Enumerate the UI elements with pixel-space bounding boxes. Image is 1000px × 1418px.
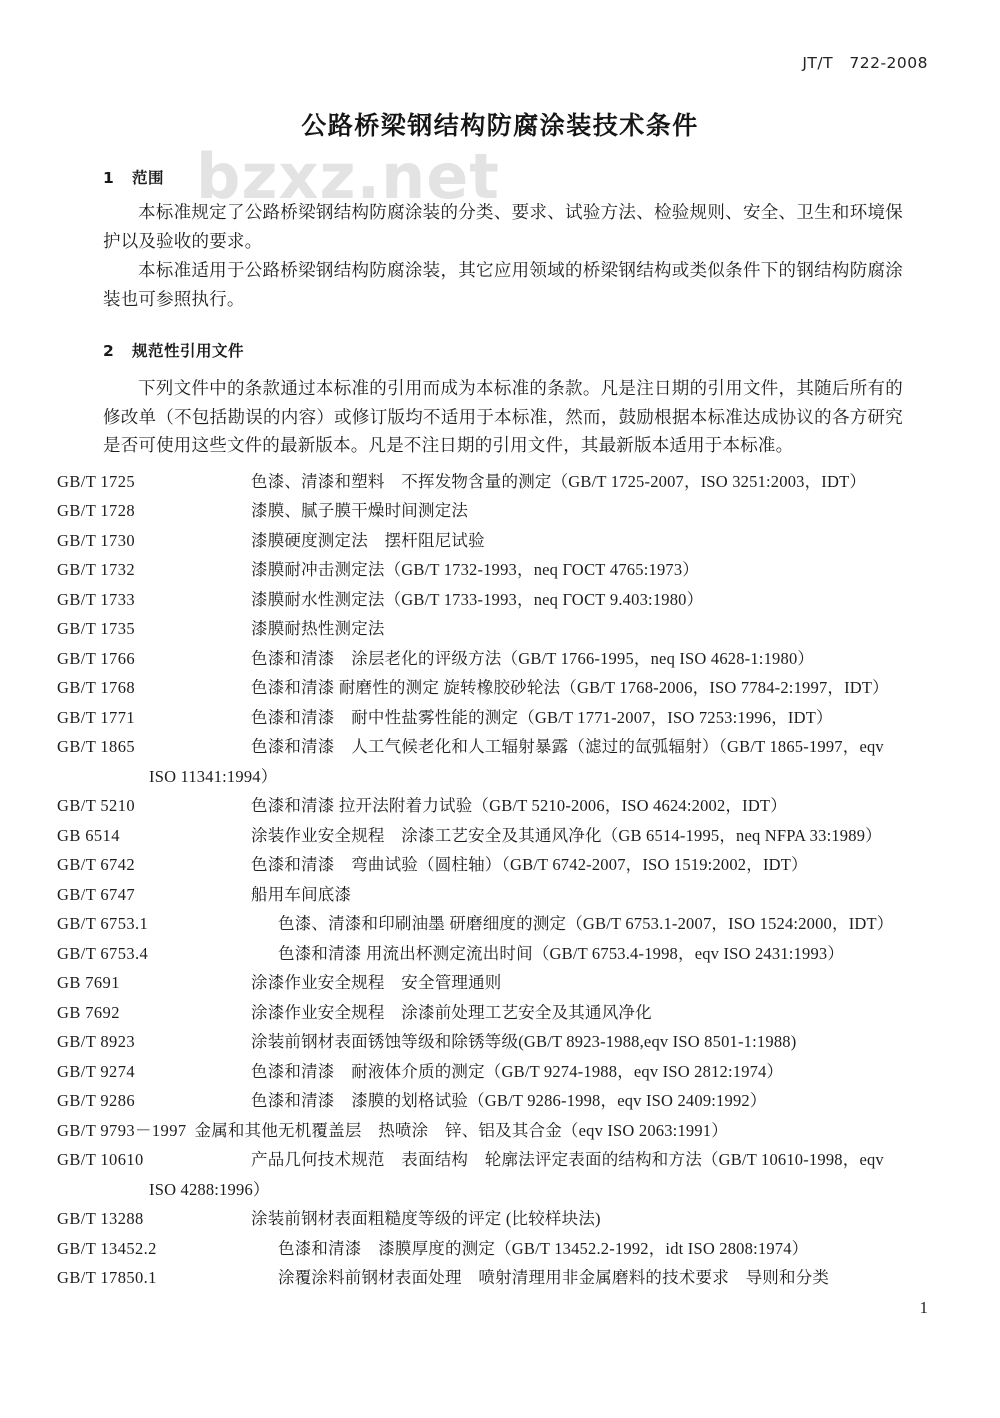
standard-code: GB/T 1730 (57, 530, 136, 550)
standard-entry (57, 1116, 903, 1146)
standard-entry (57, 526, 903, 556)
standard-code: GB/T 1865 (57, 737, 136, 756)
standard-code: GB/T 8923 (57, 1032, 136, 1051)
standard-code: GB/T 1732 (57, 560, 136, 579)
section-1-paragraph-2: 本标准适用于公路桥梁钢结构防腐涂装，其它应用领域的桥梁钢结构或类似条件下的钢结构防腐涂装也可参照执行。 (103, 260, 903, 309)
standard-code: GB/T 1733 (57, 589, 136, 609)
standard-code: GB/T 1728 (57, 501, 136, 520)
standard-title: 漆膜耐冲击测定法（GB/T 1732-1993，neq ГОСТ 4765:1973） (251, 560, 699, 579)
standard-code: GB/T 5210 (57, 796, 136, 815)
standard-title: 漆膜、腻子膜干燥时间测定法 (251, 501, 469, 520)
page-title: 公路桥梁钢结构防腐涂装技术条件 (301, 111, 699, 140)
document-body (57, 166, 903, 1293)
standard-entry (57, 732, 903, 791)
standard-title: 色漆和清漆 耐中性盐雾性能的测定（GB/T 1771-2007，ISO 7253:1996，IDT） (251, 707, 833, 727)
section-1-paragraph-1: 本标准规定了公路桥梁钢结构防腐涂装的分类、要求、试验方法、检验规则、安全、卫生和环境保护以及验收的要求。 (103, 202, 903, 251)
standard-code: GB/T 9274 (57, 1061, 136, 1081)
standard-entry (57, 1027, 903, 1057)
standard-code: GB/T 6742 (57, 855, 136, 874)
standard-entry (57, 1145, 903, 1204)
standard-title: 船用车间底漆 (251, 884, 352, 904)
standard-title: 涂漆作业安全规程 安全管理通则 (251, 973, 502, 992)
standard-title: 涂装前钢材表面锈蚀等级和除锈等级(GB/T 8923-1988,eqv ISO 8501-1:1988) (251, 1032, 797, 1051)
standard-code: GB 7691 (57, 973, 120, 992)
standard-entry (57, 939, 903, 969)
standard-code: GB/T 13452.2 (57, 1238, 157, 1258)
standard-title: 色漆和清漆 耐液体介质的测定（GB/T 9274-1988，eqv ISO 2812:1974） (251, 1061, 784, 1081)
standard-code: GB/T 6753.1 (57, 914, 149, 933)
section-2-paragraph-1: 下列文件中的条款通过本标准的引用而成为本标准的条款。凡是注日期的引用文件，其随后所有的修改单（不包括勘误的内容）或修订版均不适用于本标准，然而，鼓励根据本标准达成协议的各方研究是否可使用这些文件的最新版本。凡是不注日期的引用文件，其最新版本适用于本标准。 (103, 378, 903, 455)
section-heading-1: 1 范围 (103, 169, 164, 187)
standard-entry (57, 1234, 903, 1264)
standard-code: GB/T 6753.4 (57, 943, 149, 963)
standard-code: GB/T 6747 (57, 884, 136, 904)
standard-entry (57, 496, 903, 526)
standard-entry (57, 467, 903, 497)
standard-title: 色漆和清漆 用流出杯测定流出时间（GB/T 6753.4-1998，eqv ISO 2431:1993） (278, 943, 845, 963)
standard-title: 漆膜耐水性测定法（GB/T 1733-1993，neq ГОСТ 9.403:1980） (251, 589, 704, 609)
standard-entry (57, 791, 903, 821)
standard-code: GB/T 17850.1 (57, 1268, 157, 1287)
standard-entry (57, 614, 903, 644)
standard-title: 金属和其他无机覆盖层 热喷涂 锌、铝及其合金（eqv ISO 2063:1991） (194, 1120, 728, 1140)
standard-title: 色漆和清漆 漆膜厚度的测定（GB/T 13452.2-1992，idt ISO 2808:1974） (278, 1238, 809, 1258)
standard-entry (57, 821, 903, 851)
standard-entry (57, 644, 903, 674)
watermark-bzxz: bzxz.net (196, 140, 500, 213)
standard-code: GB/T 1766 (57, 648, 136, 668)
standard-code: GB/T 10610 (57, 1150, 144, 1169)
standard-entry (57, 968, 903, 998)
page-number: 1 (919, 1298, 928, 1317)
standard-title: 涂漆作业安全规程 涂漆前处理工艺安全及其通风净化 (251, 1002, 652, 1022)
standard-title: 涂装前钢材表面粗糙度等级的评定 (比较样块法) (251, 1209, 601, 1228)
standard-title: 色漆和清漆 漆膜的划格试验（GB/T 9286-1998，eqv ISO 2409:1992） (251, 1091, 767, 1110)
normative-references-list (57, 467, 903, 1293)
standard-title: 漆膜耐热性测定法 (251, 619, 385, 638)
standard-title: 色漆和清漆 人工气候老化和人工辐射暴露（滤过的氙弧辐射）（GB/T 1865-1997，eqv ISO 11341:1994） (149, 737, 884, 786)
standard-entry (57, 555, 903, 585)
standard-title: 色漆和清漆 弯曲试验（圆柱轴）（GB/T 6742-2007，ISO 1519:2002，IDT） (251, 855, 808, 874)
standard-code: GB/T 9793－1997 (57, 1120, 187, 1140)
standard-entry (57, 1204, 903, 1234)
standard-code: GB/T 1768 (57, 678, 136, 697)
standard-code: GB/T 1771 (57, 707, 136, 727)
standard-code: GB/T 1725 (57, 471, 136, 491)
standard-entry (57, 998, 903, 1028)
standard-code: GB/T 9286 (57, 1091, 136, 1110)
standard-entry (57, 703, 903, 733)
standard-title: 产品几何技术规范 表面结构 轮廓法评定表面的结构和方法（GB/T 10610-1998，eqv ISO 4288:1996） (149, 1150, 884, 1199)
document-header-standard-number: JT/T 722-2008 (802, 54, 928, 72)
section-heading-2: 2 规范性引用文件 (103, 342, 244, 360)
standard-entry (57, 880, 903, 910)
standard-entry (57, 673, 903, 703)
standard-code: GB 7692 (57, 1002, 120, 1022)
standard-title: 色漆和清漆 拉开法附着力试验（GB/T 5210-2006，ISO 4624:2002，IDT） (251, 796, 787, 815)
standard-title: 涂覆涂料前钢材表面处理 喷射清理用非金属磨料的技术要求 导则和分类 (278, 1268, 830, 1287)
standard-entry (57, 850, 903, 880)
standard-code: GB/T 1735 (57, 619, 136, 638)
standard-code: GB/T 13288 (57, 1209, 144, 1228)
standard-entry (57, 585, 903, 615)
standard-entry (57, 1057, 903, 1087)
standard-title: 漆膜硬度测定法 摆杆阻尼试验 (251, 530, 485, 550)
standard-title: 涂装作业安全规程 涂漆工艺安全及其通风净化（GB 6514-1995，neq NFPA 33:1989） (251, 825, 882, 845)
standard-title: 色漆、清漆和印刷油墨 研磨细度的测定（GB/T 6753.1-2007，ISO 1524:2000，IDT） (278, 914, 894, 933)
standard-entry (57, 1263, 903, 1293)
standard-entry (57, 1086, 903, 1116)
standard-title: 色漆、清漆和塑料 不挥发物含量的测定（GB/T 1725-2007，ISO 3251:2003，IDT） (251, 471, 867, 491)
standard-entry (57, 909, 903, 939)
standard-title: 色漆和清漆 耐磨性的测定 旋转橡胶砂轮法（GB/T 1768-2006，ISO 7784-2:1997，IDT） (251, 678, 889, 697)
standard-code: GB 6514 (57, 825, 120, 845)
standard-title: 色漆和清漆 涂层老化的评级方法（GB/T 1766-1995，neq ISO 4628-1:1980） (251, 648, 815, 668)
